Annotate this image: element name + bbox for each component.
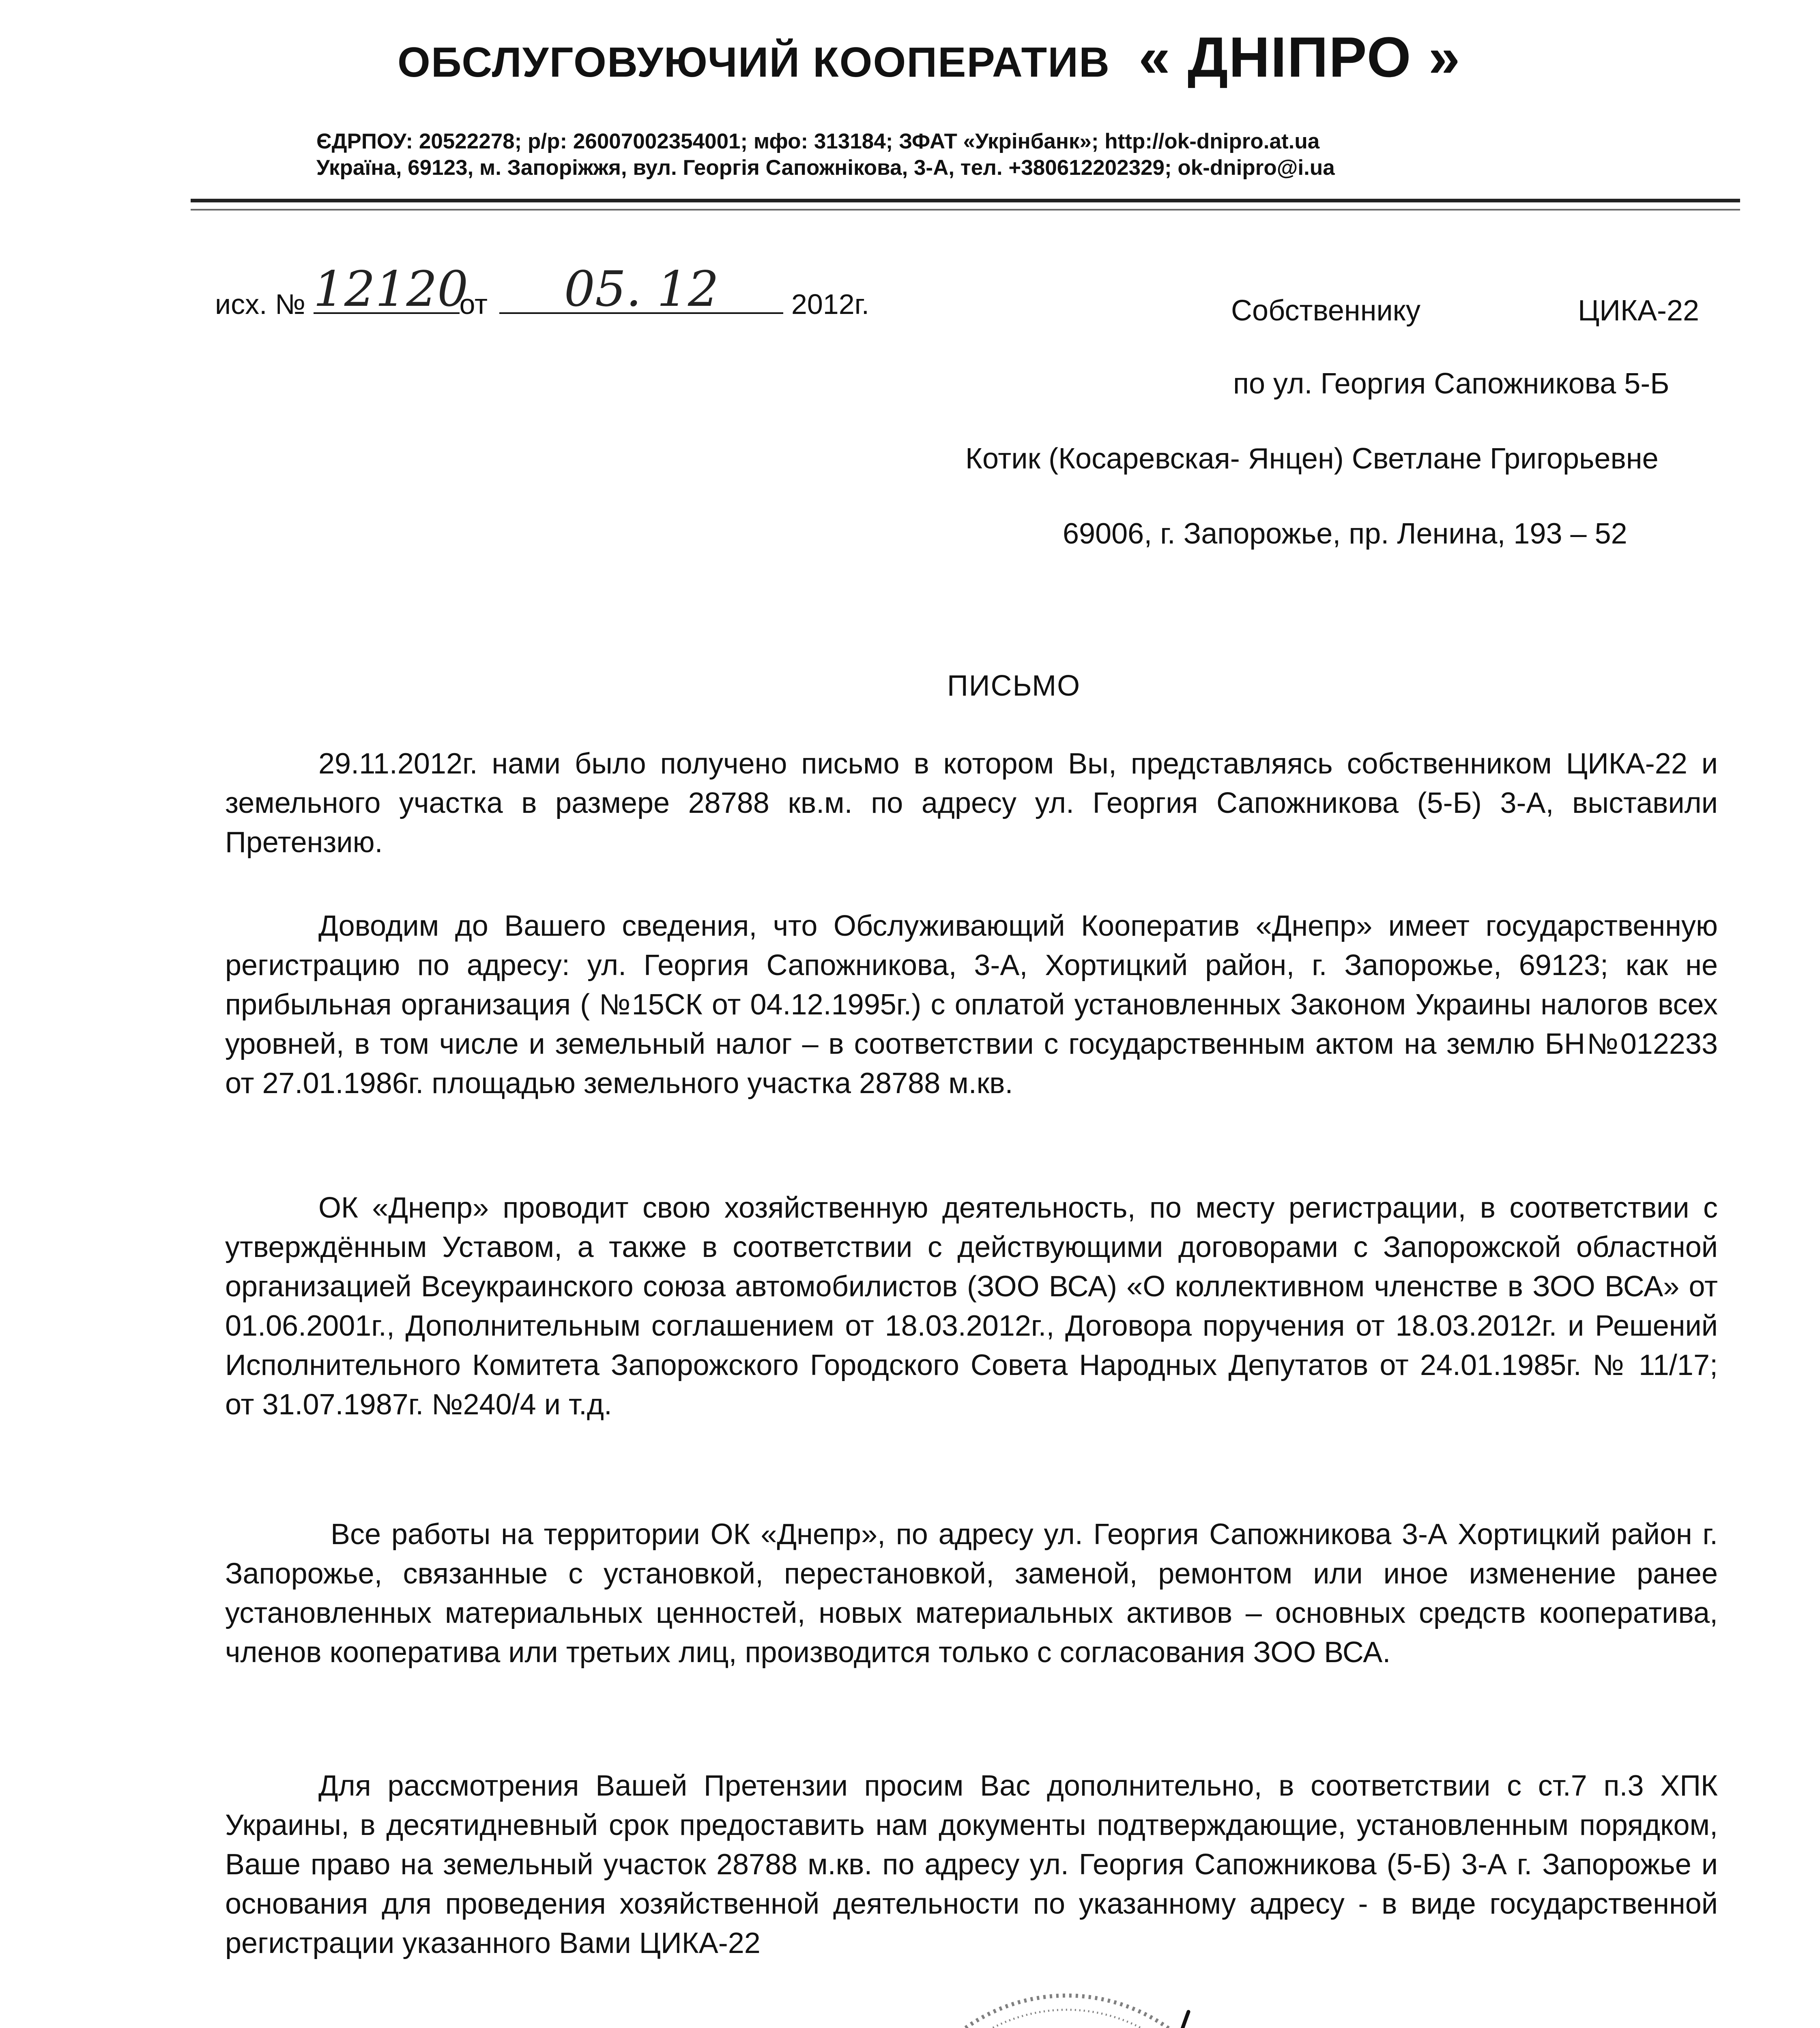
- letterhead-rule-thin: [191, 209, 1740, 211]
- reference-number-handwritten: 12120: [313, 261, 468, 318]
- letterhead-rule-thick: [191, 199, 1740, 202]
- letterhead-title: [398, 24, 1574, 90]
- reference-prefix: исх. №: [215, 288, 306, 320]
- paragraph-4: Все работы на территории ОК «Днепр», по адресу ул. Георгия Сапожникова 3-А Хортицкий район г. Запорожье, связанные с установкой, перестановкой, заменой, ремонтом или иное изменение ранее установленных материальных ценностей, новых материальных активов – основных средств кооператива, членов кооператива или третьих лиц, производится только с согласования ЗОО ВСА.: [225, 1518, 1718, 1669]
- reference-date-handwritten: 05. 12: [564, 261, 719, 318]
- addressee-owner-code: ЦИКА-22: [1578, 294, 1700, 327]
- letterhead-address: Україна, 69123, м. Запоріжжя, вул. Георгія Сапожнікова, 3-А, тел. +380612202329; ok-dnipro@i.ua: [316, 156, 1335, 180]
- letter-title: ПИСЬМО: [947, 670, 1081, 702]
- reference-number-blank: [313, 261, 468, 318]
- letterhead-requisites: ЄДРПОУ: 20522278; р/р: 26007002354001; мфо: 313184; ЗФАТ «Укрінбанк»; http://ok-dnipro.at.ua: [316, 129, 1320, 153]
- addressee-street: по ул. Георгия Сапожникова 5-Б: [1233, 367, 1670, 400]
- reference-year: 2012г.: [791, 288, 870, 320]
- paragraph-2: Доводим до Вашего сведения, что Обслуживающий Кооператив «Днепр» имеет государственную регистрацию по адресу: ул. Георгия Сапожникова, 3-А, Хортицкий район, г. Запорожье, 69123; как не прибыльная организация ( №15СК от 04.12.1995г.) с оплатой установленных Законом Украины налогов всех уровней, в том числе и земельный налог – в соответствии с государственным актом на землю БН№012233 от 27.01.1986г. площадью земельного участка 28788 м.кв.: [225, 910, 1718, 1100]
- letterhead-org-name: « ДНІПРО »: [1139, 25, 1461, 89]
- addressee-city: 69006, г. Запорожье, пр. Ленина, 193 – 52: [1063, 518, 1627, 550]
- reference-from-label: от: [459, 288, 488, 320]
- paragraph-5: Для рассмотрения Вашей Претензии просим Вас дополнительно, в соответствии с ст.7 п.3 ХПК Украины, в десятидневный срок предоставить нам документы подтверждающие, установленным порядком, Ваше право на земельный участок 28788 м.кв. по адресу ул. Георгия Сапожникова (5-Б) 3-А г. Запорожье и основания для проведения хозяйственной деятельности по указанному адресу - в виде государственной регистрации указанного Вами ЦИКА-22: [225, 1770, 1718, 1959]
- addressee-owner-label: Собственнику: [1231, 294, 1420, 327]
- outgoing-reference: [215, 261, 870, 320]
- reference-date-blank: [499, 261, 783, 318]
- addressee-name: Котик (Косаревская- Янцен) Светлане Григорьевне: [965, 443, 1659, 475]
- paragraph-1: 29.11.2012г. нами было получено письмо в котором Вы, представляясь собственником ЦИКА-22 и земельного участка в размере 28788 кв.м. по адресу ул. Георгия Сапожникова (5-Б) 3-А, выставили Претензию.: [225, 748, 1718, 859]
- paragraph-3: ОК «Днепр» проводит свою хозяйственную деятельность, по месту регистрации, в соответствии с утверждённым Уставом, а также в соответствии с действующими договорами с Запорожской областной организацией Всеукраинского союза автомобилистов (ЗОО ВСА) «О коллективном членстве в ЗОО ВСА» от 01.06.2001г., Дополнительным соглашением от 18.03.2012г., Договора поручения от 18.03.2012г. и Решений Исполнительного Комитета Запорожского Городского Совета Народных Депутатов от 24.01.1985г. № 11/17; от 31.07.1987г. №240/4 и т.д.: [225, 1192, 1718, 1421]
- letterhead-org-type: ОБСЛУГОВУЮЧИЙ КООПЕРАТИВ: [398, 39, 1111, 86]
- handwritten-signature: [1095, 1996, 1306, 2028]
